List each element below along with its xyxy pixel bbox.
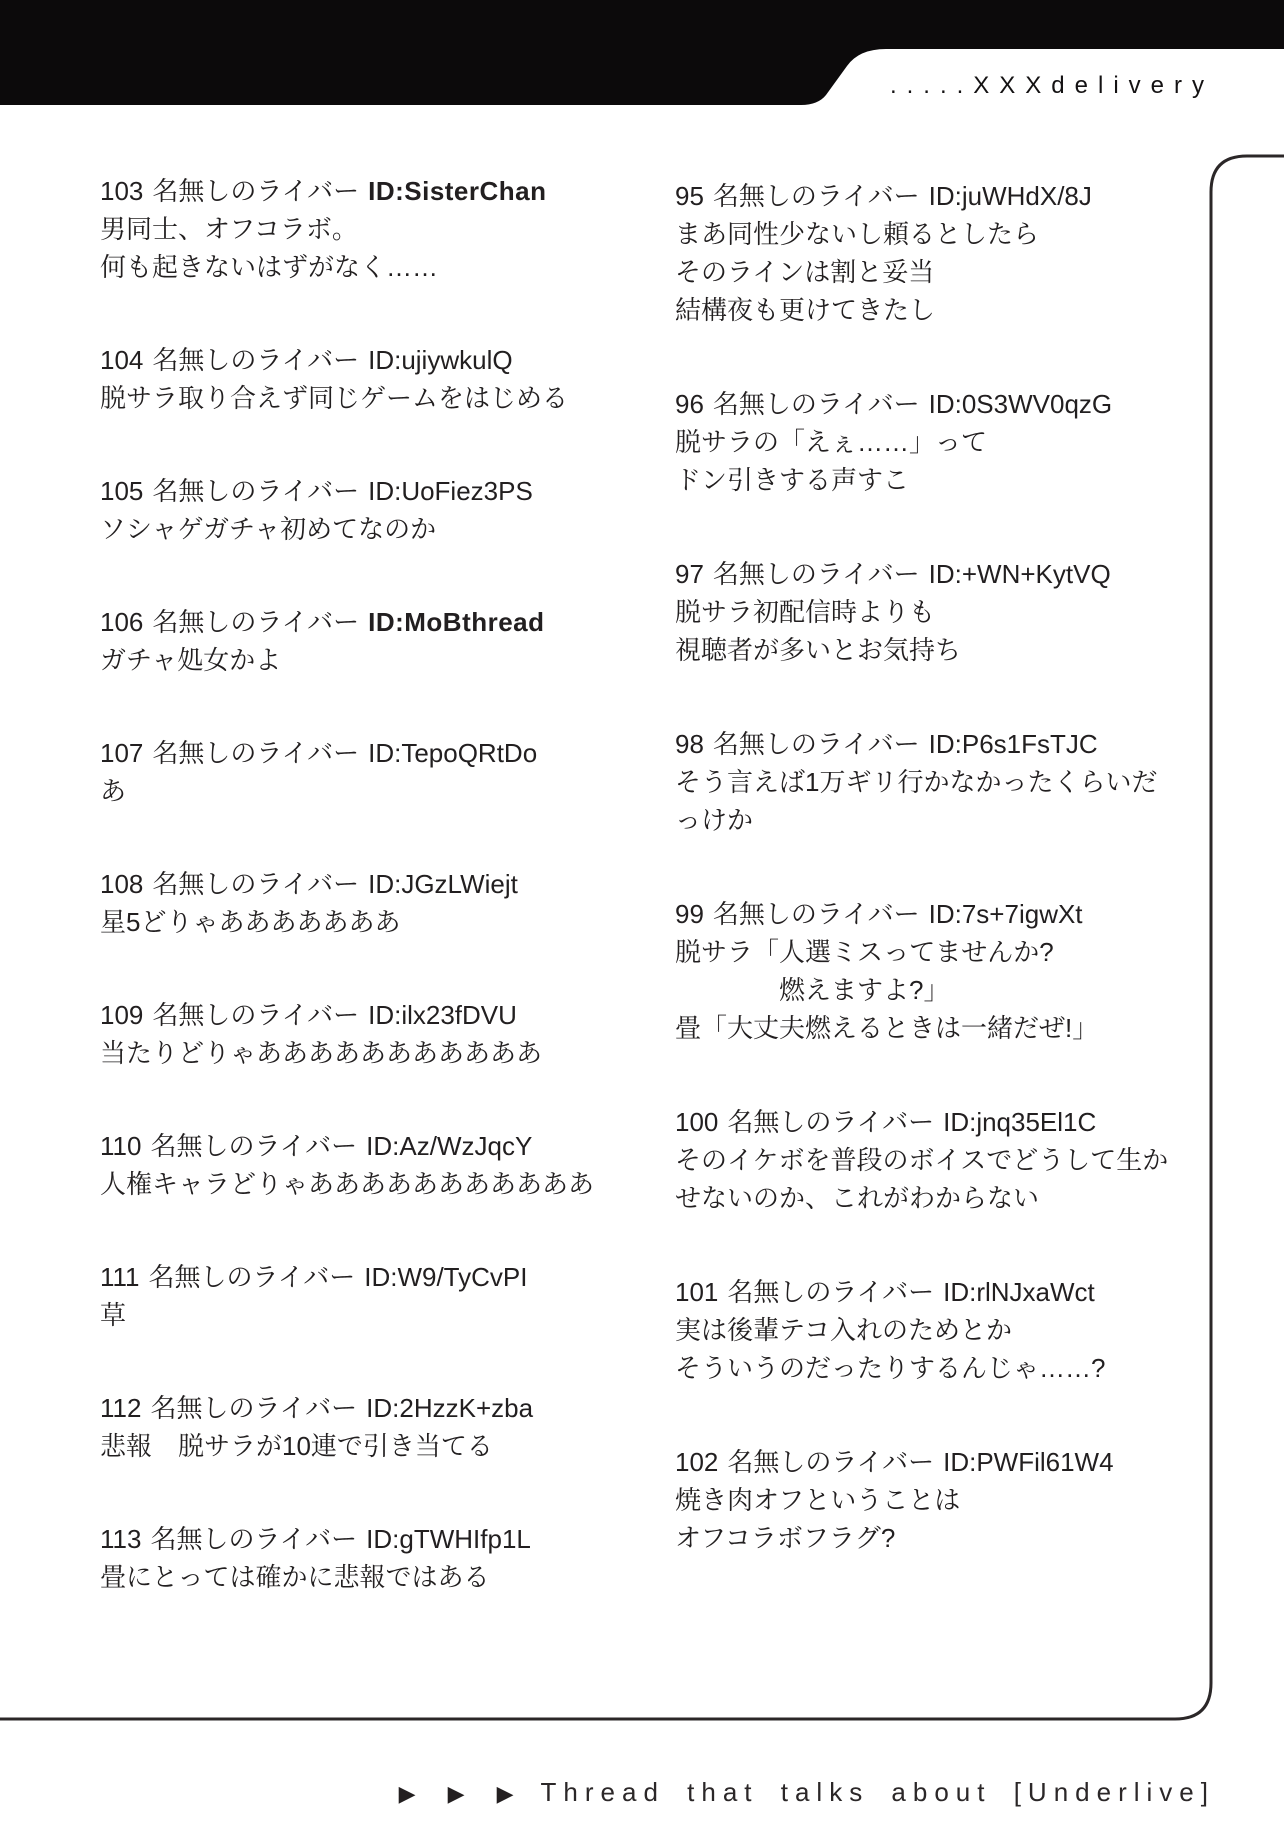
post-body-line: 視聴者が多いとお気持ち [675, 635, 962, 665]
poster-name: 名無しのライバー [712, 899, 920, 929]
poster-id: ID:PWFil61W4 [943, 1447, 1114, 1477]
post-body-line: 焼き肉オフということは [675, 1485, 961, 1515]
thread-post [100, 341, 594, 417]
post-body-line: そのイケボを普段のボイスでどうして生か [675, 1145, 1169, 1175]
header-brand-text: .....XXXdelivery [889, 72, 1214, 99]
poster-name: 名無しのライバー [152, 1000, 360, 1030]
thread-post [675, 177, 1168, 329]
thread-post [100, 865, 594, 941]
post-number: 96 [675, 389, 704, 419]
thread-post [100, 172, 594, 286]
poster-id: ID:+WN+KytVQ [928, 559, 1111, 589]
post-number: 107 [100, 738, 144, 768]
poster-id: ID:W9/TyCvPI [364, 1262, 528, 1292]
post-body-line: ソシャゲガチャ初めてなのか [100, 514, 437, 544]
post-number: 113 [100, 1524, 142, 1554]
thread-post [675, 725, 1168, 839]
thread-post [100, 1389, 594, 1465]
thread-post [100, 734, 594, 810]
poster-name: 名無しのライバー [152, 176, 360, 206]
poster-id: ID:juWHdX/8J [928, 181, 1092, 211]
post-number: 103 [100, 176, 144, 206]
post-body-line: 脱サラ初配信時よりも [675, 597, 936, 627]
post-header [100, 1520, 594, 1558]
post-number: 111 [100, 1262, 140, 1292]
post-number: 98 [675, 729, 704, 759]
footer-caption [310, 1746, 1215, 1826]
post-header [675, 1103, 1168, 1141]
post-body-line: 星5どりゃあああああああ [100, 907, 401, 937]
poster-name: 名無しのライバー [152, 476, 360, 506]
poster-name: 名無しのライバー [712, 389, 920, 419]
poster-id: ID:rlNJxaWct [943, 1277, 1095, 1307]
post-number: 101 [675, 1277, 719, 1307]
poster-name: 名無しのライバー [712, 729, 920, 759]
poster-id: ID:TepoQRtDo [368, 738, 538, 768]
post-header [675, 555, 1168, 593]
poster-name: 名無しのライバー [150, 1393, 358, 1423]
post-body-line: 男同士、オフコラボ。 [100, 214, 358, 244]
post-header [675, 1273, 1168, 1311]
poster-id: ID:UoFiez3PS [368, 476, 533, 506]
post-body-line: そう言えば1万ギリ行かなかったくらいだ [675, 767, 1158, 797]
poster-id: ID:SisterChan [368, 176, 547, 206]
post-body-line: 人権キャラどりゃあああああああああああ [100, 1169, 595, 1199]
poster-id: ID:P6s1FsTJC [928, 729, 1098, 759]
poster-name: 名無しのライバー [148, 1262, 356, 1292]
post-header [100, 1258, 594, 1296]
thread-post [100, 603, 594, 679]
post-header [675, 725, 1168, 763]
post-header [675, 177, 1168, 215]
footer-arrow-icons: ▶ ▶ ▶ [398, 1781, 523, 1806]
post-header [100, 172, 594, 210]
post-body-line: 草 [100, 1300, 127, 1330]
thread-post [675, 1103, 1168, 1217]
post-header [100, 734, 594, 772]
post-body-line: 結構夜も更けてきたし [675, 295, 936, 325]
post-body-line: まあ同性少ないし頼るとしたら [675, 219, 1040, 249]
thread-column-left [100, 172, 594, 1651]
post-body-line: 畳にとっては確かに悲報ではある [100, 1562, 490, 1592]
thread-post [100, 1520, 594, 1596]
poster-name: 名無しのライバー [150, 1131, 358, 1161]
post-number: 97 [675, 559, 704, 589]
poster-id: ID:7s+7igwXt [928, 899, 1083, 929]
poster-name: 名無しのライバー [152, 607, 360, 637]
poster-name: 名無しのライバー [727, 1277, 935, 1307]
post-number: 105 [100, 476, 144, 506]
post-number: 99 [675, 899, 704, 929]
poster-name: 名無しのライバー [152, 869, 360, 899]
footer-title: Thread that talks about [Underlive] [540, 1777, 1215, 1807]
thread-post [100, 472, 594, 548]
poster-id: ID:MoBthread [368, 607, 545, 637]
post-header [675, 895, 1168, 933]
post-body-line: そのラインは割と妥当 [675, 257, 935, 287]
poster-name: 名無しのライバー [152, 345, 360, 375]
post-body-line: せないのか、これがわからない [675, 1183, 1040, 1213]
thread-post [100, 996, 594, 1072]
thread-post [675, 895, 1168, 1047]
thread-column-right [675, 177, 1168, 1613]
post-number: 106 [100, 607, 144, 637]
post-body-line: 何も起きないはずがなく…… [100, 252, 439, 282]
poster-id: ID:jnq35El1C [943, 1107, 1097, 1137]
post-body-line: 燃えますよ?」 [675, 975, 950, 1005]
post-body-line: 実は後輩テコ入れのためとか [675, 1315, 1012, 1345]
post-header [100, 1389, 594, 1427]
post-body-line: ドン引きする声すこ [675, 465, 910, 495]
post-body-line: そういうのだったりするんじゃ……? [675, 1353, 1106, 1383]
post-body-line: あ [100, 776, 127, 806]
poster-id: ID:gTWHIfp1L [366, 1524, 531, 1554]
poster-name: 名無しのライバー [712, 181, 920, 211]
thread-post [100, 1127, 594, 1203]
post-number: 110 [100, 1131, 142, 1161]
post-number: 108 [100, 869, 144, 899]
post-number: 104 [100, 345, 144, 375]
post-body-line: 当たりどりゃあああああああああああ [100, 1038, 543, 1068]
post-body-line: 脱サラの「えぇ……」って [675, 427, 988, 457]
post-body-line: 脱サラ「人選ミスってませんか? [675, 937, 1054, 967]
post-number: 109 [100, 1000, 144, 1030]
post-header [675, 385, 1168, 423]
poster-name: 名無しのライバー [727, 1107, 935, 1137]
post-header [100, 472, 594, 510]
poster-name: 名無しのライバー [712, 559, 920, 589]
poster-id: ID:2HzzK+zba [366, 1393, 534, 1423]
post-header [100, 341, 594, 379]
post-header [100, 1127, 594, 1165]
poster-id: ID:ilx23fDVU [368, 1000, 517, 1030]
post-header [675, 1443, 1168, 1481]
thread-post [675, 385, 1168, 499]
thread-post [675, 555, 1168, 669]
thread-post [675, 1273, 1168, 1387]
thread-post [675, 1443, 1168, 1557]
poster-name: 名無しのライバー [150, 1524, 358, 1554]
post-body-line: 脱サラ取り合えず同じゲームをはじめる [100, 383, 569, 413]
poster-id: ID:JGzLWiejt [368, 869, 518, 899]
thread-post [100, 1258, 594, 1334]
poster-id: ID:Az/WzJqcY [366, 1131, 533, 1161]
post-header [100, 865, 594, 903]
post-number: 100 [675, 1107, 719, 1137]
post-body-line: 畳「大丈夫燃えるときは一緒だぜ!」 [675, 1013, 1099, 1043]
post-body-line: ガチャ処女かよ [100, 645, 282, 675]
post-header [100, 996, 594, 1034]
poster-name: 名無しのライバー [152, 738, 360, 768]
post-number: 112 [100, 1393, 142, 1423]
post-header [100, 603, 594, 641]
poster-name: 名無しのライバー [727, 1447, 935, 1477]
poster-id: ID:0S3WV0qzG [928, 389, 1113, 419]
post-body-line: っけか [675, 805, 754, 835]
post-body-line: オフコラボフラグ? [675, 1523, 896, 1553]
post-body-line: 悲報 脱サラが10連で引き当てる [100, 1431, 493, 1461]
poster-id: ID:ujiywkulQ [368, 345, 513, 375]
post-number: 102 [675, 1447, 719, 1477]
post-number: 95 [675, 181, 704, 211]
